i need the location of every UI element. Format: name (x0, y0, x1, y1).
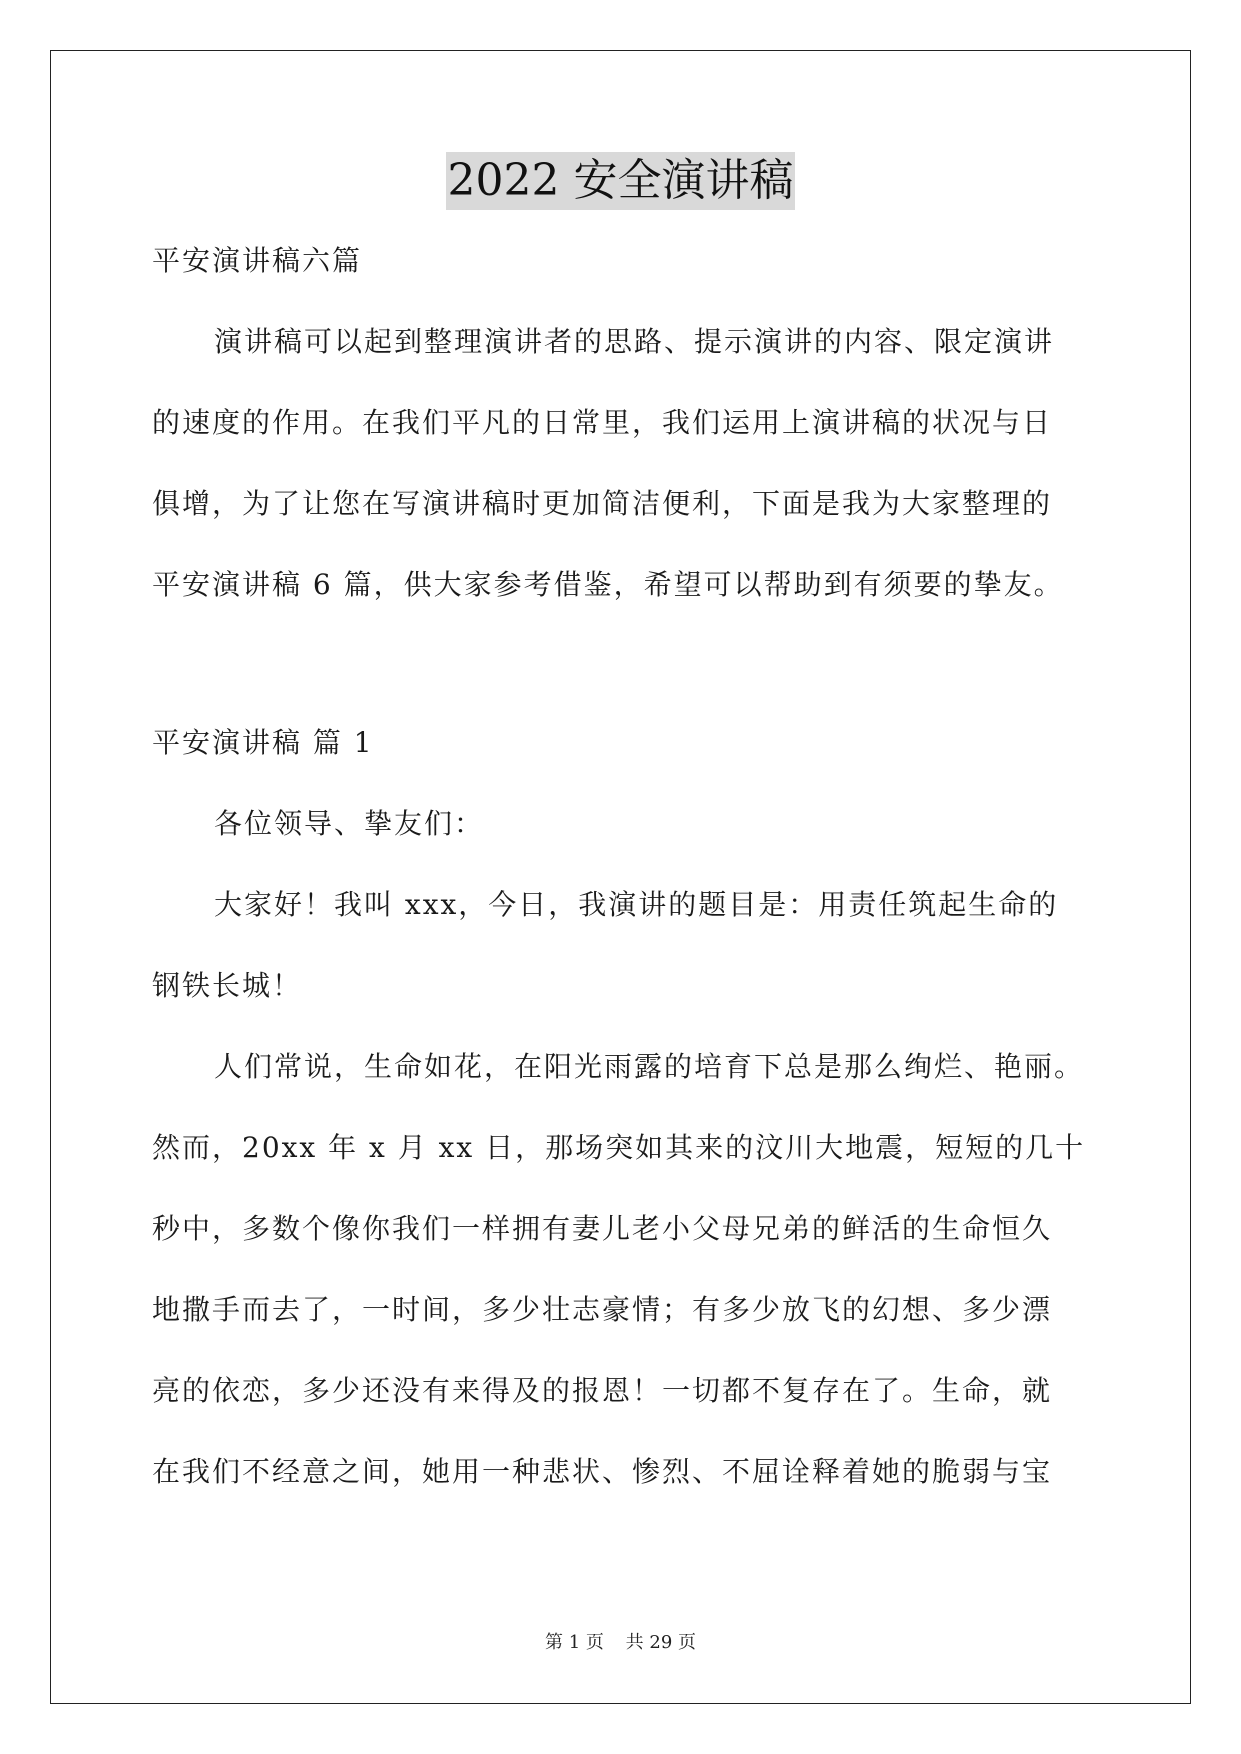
section-gap (152, 641, 1092, 718)
text-line: 亮的依恋，多少还没有来得及的报恩！一切都不复存在了。生命，就 (152, 1374, 1053, 1407)
text-line: 然而，20xx 年 x 月 xx 日，那场突如其来的汶川大地震，短短的几十 (152, 1131, 1086, 1164)
text-line: 平安演讲稿六篇 (152, 244, 363, 277)
text-line: 大家好！我叫 xxx，今日，我演讲的题目是：用责任筑起生命的 (214, 888, 1059, 921)
text-line: 人们常说，生命如花，在阳光雨露的培育下总是那么绚烂、艳丽。 (214, 1050, 1085, 1083)
title-container (0, 152, 1241, 210)
text-line: 演讲稿可以起到整理演讲者的思路、提示演讲的内容、限定演讲 (214, 325, 1055, 358)
text-line: 秒中，多数个像你我们一样拥有妻儿老小父母兄弟的鲜活的生命恒久 (152, 1212, 1053, 1245)
page-number: 第 1 页 (545, 1632, 604, 1653)
text-line: 地撒手而去了，一时间，多少壮志豪情；有多少放飞的幻想、多少漂 (152, 1293, 1053, 1326)
text-line: 各位领导、挚友们： (214, 807, 485, 840)
speech-block (152, 718, 1092, 1528)
text-line: 平安演讲稿 6 篇，供大家参考借鉴，希望可以帮助到有须要的挚友。 (152, 568, 1064, 601)
text-line: 的速度的作用。在我们平凡的日常里，我们运用上演讲稿的状况与日 (152, 406, 1053, 439)
text-line: 俱增，为了让您在写演讲稿时更加简洁便利，下面是我为大家整理的 (152, 487, 1053, 520)
document-title: 2022 安全演讲稿 (446, 152, 796, 210)
intro-block (152, 236, 1092, 641)
text-line: 钢铁长城！ (152, 969, 303, 1002)
page-footer (0, 1628, 1241, 1654)
text-line: 在我们不经意之间，她用一种悲状、惨烈、不屈诠释着她的脆弱与宝 (152, 1455, 1053, 1488)
document-body (152, 236, 1092, 1528)
text-line: 平安演讲稿 篇 1 (152, 726, 374, 759)
page-total: 共 29 页 (625, 1632, 696, 1653)
